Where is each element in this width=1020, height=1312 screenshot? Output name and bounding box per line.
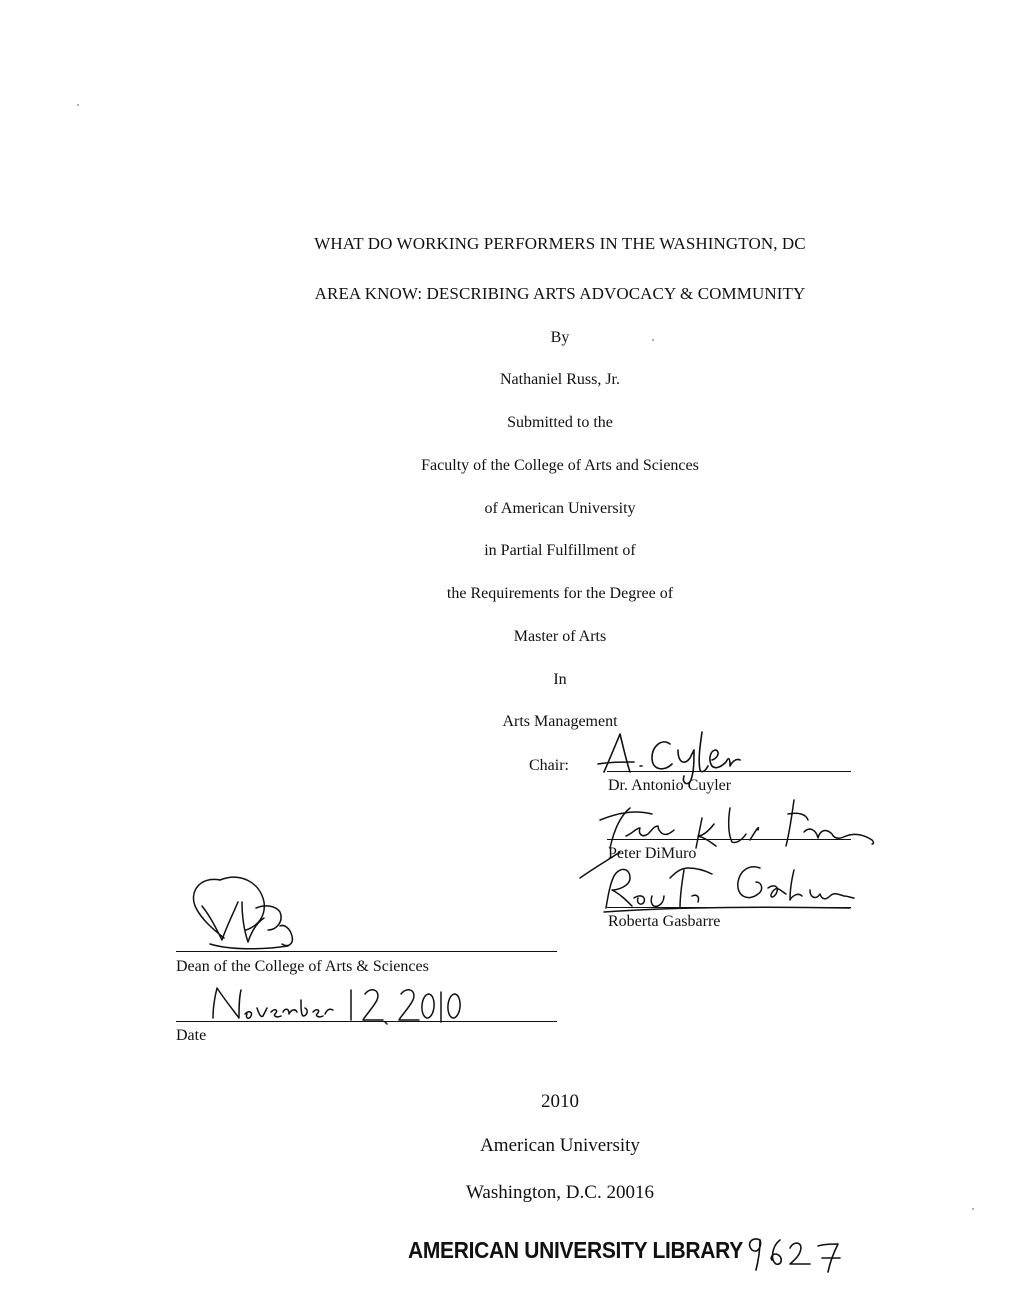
committee-member-2: Peter DiMuro [608, 845, 697, 862]
scan-speck [972, 1208, 974, 1210]
committee-member-1: Dr. Antonio Cuyler [608, 777, 732, 794]
field-line: Arts Management [502, 713, 618, 730]
institution-location: Washington, D.C. 20016 [466, 1182, 654, 1203]
submission-year: 2010 [541, 1091, 579, 1112]
faculty-line: Faculty of the College of Arts and Sciences [421, 457, 699, 474]
scan-speck [77, 104, 79, 106]
author-name: Nathaniel Russ, Jr. [500, 371, 620, 388]
dean-signature-line [176, 951, 557, 952]
title-line-1: WHAT DO WORKING PERFORMERS IN THE WASHINGTON, DC [314, 234, 806, 253]
scan-speck [652, 339, 654, 341]
in-line: In [553, 671, 567, 688]
partial-fulfillment-line: in Partial Fulfillment of [484, 542, 636, 559]
cuyler-signature [590, 728, 760, 786]
date-label: Date [176, 1027, 207, 1044]
committee-member-3: Roberta Gasbarre [608, 913, 721, 930]
university-line: of American University [484, 500, 636, 517]
chair-label: Chair: [529, 757, 569, 774]
dean-label: Dean of the College of Arts & Sciences [176, 958, 429, 975]
submitted-line: Submitted to the [507, 414, 613, 431]
degree-line: Master of Arts [513, 628, 607, 645]
library-stamp: AMERICAN UNIVERSITY LIBRARY [408, 1238, 743, 1264]
requirements-line: the Requirements for the Degree of [446, 585, 674, 602]
handwritten-date [205, 982, 465, 1026]
gasbarre-signature [600, 856, 860, 916]
date-signature-line [176, 1021, 557, 1022]
institution-name: American University [480, 1135, 640, 1156]
title-line-2: AREA KNOW: DESCRIBING ARTS ADVOCACY & COMMUNITY [314, 284, 806, 303]
dean-signature [180, 868, 320, 958]
by-label: By [550, 329, 570, 346]
accession-number [742, 1230, 852, 1274]
